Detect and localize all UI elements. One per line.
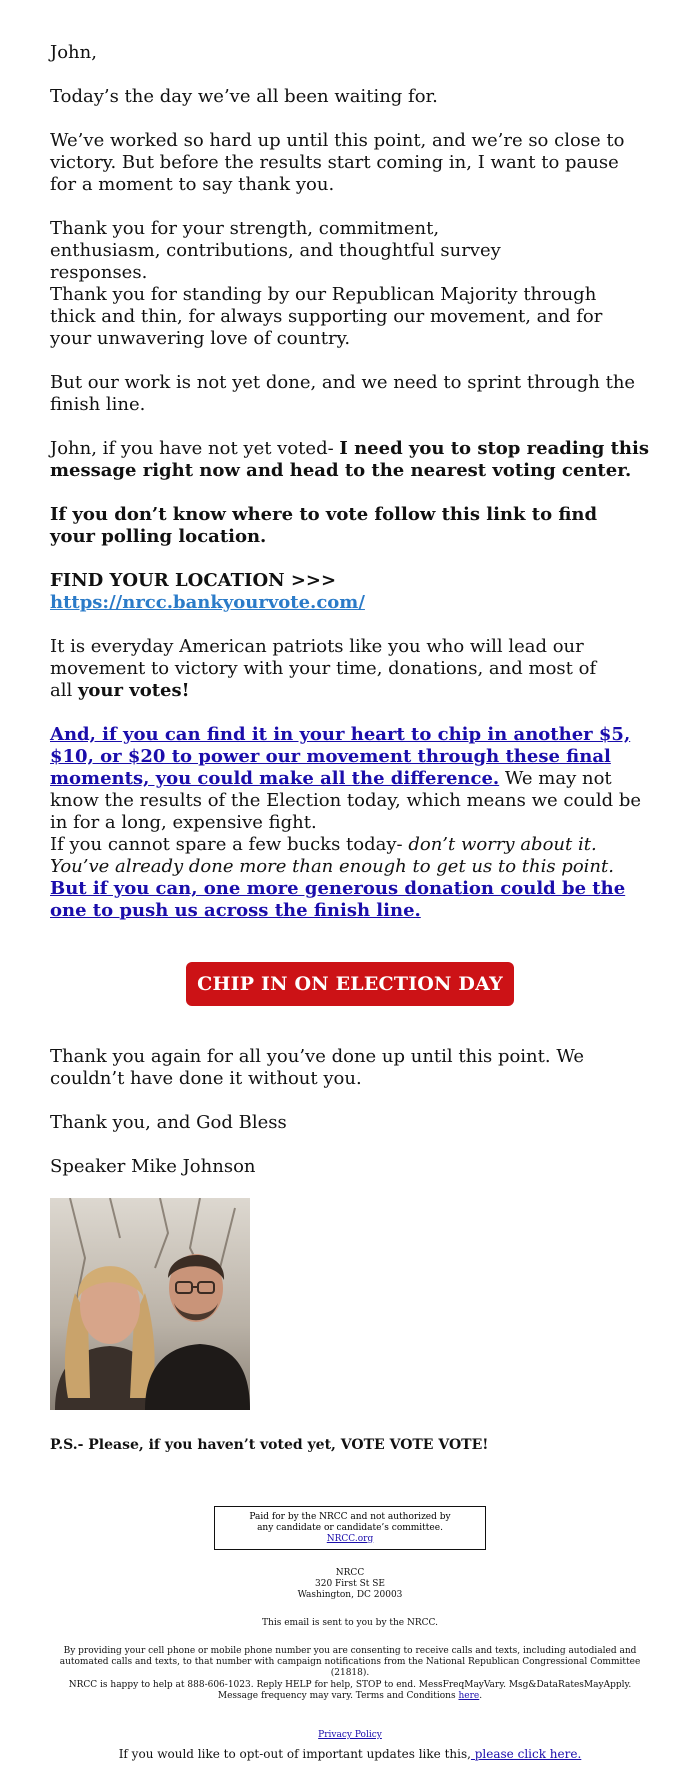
paid-for-box — [214, 1506, 486, 1550]
sms-consent — [0, 1646, 700, 1679]
paragraph-4: Thank you for standing by our Republican Majority through thick and thin, for always supporting our movement, and for your unwavering love of country. — [50, 284, 603, 349]
paragraph-6-text: John, if you have not yet voted- — [50, 438, 340, 459]
paragraph-7: If you don’t know where to vote follow this link to find your polling location. — [50, 504, 598, 547]
paragraph-1: Today’s the day we’ve all been waiting for. — [50, 86, 438, 107]
paragraph-8 — [50, 636, 620, 702]
privacy-policy-link[interactable]: Privacy Policy — [318, 1730, 382, 1740]
paid-for-disclaimer: Paid for by the NRCC and not authorized by any candidate or candidate’s committee. — [249, 1511, 451, 1533]
paragraph-6 — [50, 438, 650, 482]
privacy-line — [0, 1730, 700, 1741]
chip-in-button[interactable]: CHIP IN ON ELECTION DAY — [186, 962, 514, 1006]
optout-line — [0, 1747, 700, 1761]
sms-help-text: NRCC is happy to help at 888-606-1023. Reply HELP for help, STOP to end. MessFreqMayVary. Msg&DataRatesMayApply. Message frequency may vary. Terms and Conditions — [68, 1680, 632, 1701]
paragraph-5: But our work is not yet done, and we need to sprint through the finish line. — [50, 372, 636, 415]
sms-consent-text: By providing your cell phone or mobile phone number you are consenting to receive calls and texts, including autodialed and automated calls and texts, to that number with campaign notifications from the National Republican Congressional Committee (21818). — [59, 1646, 641, 1678]
paragraph-12: Thank you, and God Bless — [50, 1112, 287, 1133]
paragraph-10-italic: don’t worry about it. You’ve already done more than enough to get us to this point. — [50, 834, 614, 877]
speaker-photo — [50, 1198, 250, 1410]
paragraph-6-bold: I need you to stop reading this message right now and head to the nearest voting center. — [50, 438, 649, 481]
donate-text-link-1[interactable]: And, if you can find it in your heart to chip in another $5, $10, or $20 to power our movement through these final moments, you could make all the difference. — [50, 724, 631, 789]
sms-help-period: . — [479, 1691, 483, 1701]
donate-text-link-2[interactable]: But if you can, one more generous donation could be the one to push us across the finish line. — [50, 878, 626, 921]
greeting: John, — [50, 42, 97, 63]
paragraph-3: Thank you for your strength, commitment, enthusiasm, contributions, and thoughtful survey responses. — [50, 218, 501, 283]
paragraph-2: We’ve worked so hard up until this point, and we’re so close to victory. But before the results start coming in, I want to pause for a moment to say thank you. — [50, 130, 625, 195]
paragraph-8-text: It is everyday American patriots like you who will lead our movement to victory with your time, donations, and most of all — [50, 636, 597, 701]
find-location-link[interactable]: https://nrcc.bankyourvote.com/ — [50, 592, 365, 613]
paragraph-9 — [50, 724, 650, 834]
address-line-1: 320 First St SE — [315, 1579, 385, 1589]
address-line-2: Washington, DC 20003 — [297, 1590, 403, 1600]
paragraph-10-text: If you cannot spare a few bucks today- — [50, 834, 409, 855]
org-name: NRCC — [335, 1568, 365, 1578]
sent-by-line: This email is sent to you by the NRCC. — [262, 1618, 438, 1628]
nrcc-org-link[interactable]: NRCC.org — [326, 1533, 374, 1544]
footer-address — [0, 1568, 700, 1601]
paragraph-8-bold: your votes! — [77, 680, 190, 701]
sms-help — [0, 1680, 700, 1702]
optout-text: If you would like to opt-out of important updates like this, — [118, 1747, 471, 1761]
paragraph-10 — [50, 834, 650, 922]
terms-link[interactable]: here — [458, 1691, 480, 1701]
postscript: P.S.- Please, if you haven’t voted yet, VOTE VOTE VOTE! — [50, 1437, 489, 1453]
signature: Speaker Mike Johnson — [50, 1156, 256, 1177]
optout-link[interactable]: please click here. — [470, 1747, 582, 1761]
paid-for-text — [240, 1512, 460, 1545]
paragraph-9-text: We may not know the results of the Election today, which means we could be in for a long, expensive fight. — [50, 768, 642, 833]
find-location-label: FIND YOUR LOCATION >>> — [50, 570, 337, 591]
sms-help-wrap — [50, 1680, 650, 1702]
donate-button-wrap — [50, 962, 650, 1006]
paragraph-11: Thank you again for all you’ve done up until this point. We couldn’t have done it without you. — [50, 1046, 585, 1089]
speaker-photo-image — [50, 1198, 250, 1410]
